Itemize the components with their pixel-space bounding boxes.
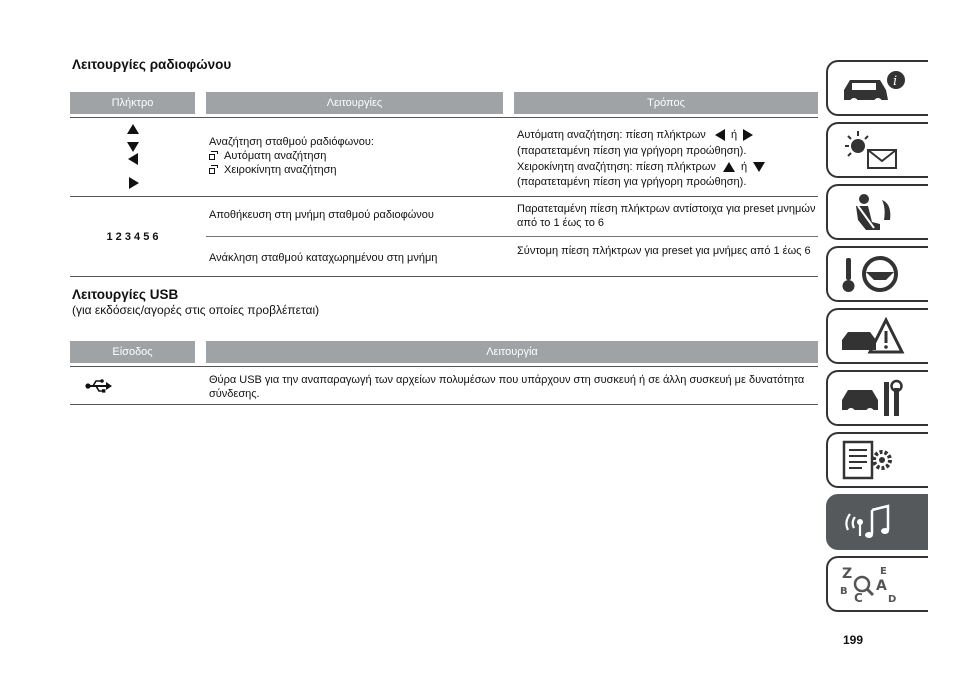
or-label: ή: [730, 129, 738, 141]
fast-forward-note: (παρατεταμένη πίεση για γρήγορη προώθηση).: [517, 176, 747, 188]
tab-index[interactable]: [826, 556, 928, 612]
svg-text:A: A: [876, 578, 887, 594]
manual-search-mode-text: Χειροκίνητη αναζήτηση: πίεση πλήκτρων: [517, 161, 716, 173]
arrow-right-icon: [129, 177, 139, 189]
seat-safety-icon: [836, 190, 920, 236]
tab-starting-driving[interactable]: [826, 246, 928, 302]
recall-station-mode: Σύντομη πίεση πλήκτρων για preset για μνήμες από 1 έως 6: [517, 245, 811, 257]
usb-header-input: Είσοδος: [70, 341, 195, 363]
row-divider: [70, 404, 818, 405]
tab-warning-lights[interactable]: [826, 122, 928, 178]
tab-safety[interactable]: [826, 184, 928, 240]
checkbox-bullet-icon: [209, 151, 218, 160]
warning-lights-message-icon: [836, 128, 920, 174]
svg-text:D: D: [888, 594, 897, 605]
store-station-function: Αποθήκευση στη μνήμη σταθμού ραδιοφώνου: [209, 209, 434, 221]
page-number: 199: [843, 633, 864, 647]
or-label: ή: [741, 161, 748, 173]
tab-car-info[interactable]: [826, 60, 928, 116]
arrow-up-icon: [723, 162, 735, 172]
arrow-right-icon: [743, 129, 753, 141]
arrow-left-icon: [715, 129, 725, 141]
alphabetical-index-icon: [836, 562, 920, 608]
tab-emergency[interactable]: [826, 308, 928, 364]
tab-technical-data[interactable]: [826, 432, 928, 488]
technical-data-icon: [836, 438, 920, 484]
usb-port-description: Θύρα USB για την αναπαραγωγή των αρχείων πολυμέσων που υπάρχουν στη συσκευή ή σε άλλη συσκευή με δυνατότητα σύνδεσης.: [209, 374, 805, 400]
store-station-mode: Παρατεταμένη πίεση πλήκτρων αντίστοιχα για preset μνημών από το 1 έως το 6: [517, 203, 816, 229]
arrow-up-icon: [127, 124, 139, 134]
svg-text:i: i: [893, 74, 898, 89]
row-divider: [70, 196, 818, 197]
usb-icon: [85, 378, 113, 394]
arrow-down-icon: [753, 162, 765, 172]
emergency-triangle-icon: [836, 314, 920, 360]
fast-forward-note: (παρατεταμένη πίεση για γρήγορη προώθηση).: [517, 145, 747, 157]
multimedia-icon: [836, 500, 920, 546]
key-steering-wheel-icon: [836, 252, 920, 298]
radio-header-mode: Τρόπος: [514, 92, 818, 114]
svg-text:Z: Z: [842, 566, 853, 582]
car-info-icon: [836, 66, 920, 112]
arrow-down-icon: [127, 142, 139, 152]
preset-keys-label: 1 2 3 4 5 6: [106, 231, 159, 243]
usb-section-title: Λειτουργίες USB: [72, 287, 179, 302]
radio-header-key: Πλήκτρο: [70, 92, 195, 114]
svg-text:B: B: [840, 586, 848, 597]
auto-search-label: Αυτόματη αναζήτηση: [224, 150, 327, 162]
manual-search-label: Χειροκίνητη αναζήτηση: [224, 164, 337, 176]
svg-text:C: C: [854, 591, 863, 605]
auto-search-mode: [517, 128, 753, 142]
usb-section-subtitle: (για εκδόσεις/αγορές στις οποίες προβλέπεται): [72, 303, 320, 317]
row-divider: [70, 276, 818, 277]
car-maintenance-icon: [836, 376, 920, 422]
tab-maintenance[interactable]: [826, 370, 928, 426]
usb-header-function: Λειτουργία: [206, 341, 818, 363]
radio-section-title: Λειτουργίες ραδιοφώνου: [72, 57, 232, 72]
svg-text:E: E: [880, 566, 887, 577]
auto-search-mode-text: Αυτόματη αναζήτηση: πίεση πλήκτρων: [517, 129, 706, 141]
row-divider: [70, 366, 818, 367]
row-divider: [206, 236, 818, 237]
manual-search-mode: [517, 160, 765, 174]
search-station-label: Αναζήτηση σταθμού ραδιόφωνου:: [209, 136, 374, 148]
radio-header-function: Λειτουργίες: [206, 92, 503, 114]
row-divider: [70, 117, 818, 118]
checkbox-bullet-icon: [209, 165, 218, 174]
tab-multimedia[interactable]: [826, 494, 928, 550]
auto-search-item: [209, 149, 326, 163]
arrow-left-icon: [128, 153, 138, 165]
recall-station-function: Ανάκληση σταθμού καταχωρημένου στη μνήμη: [209, 252, 438, 264]
manual-search-item: [209, 163, 337, 177]
